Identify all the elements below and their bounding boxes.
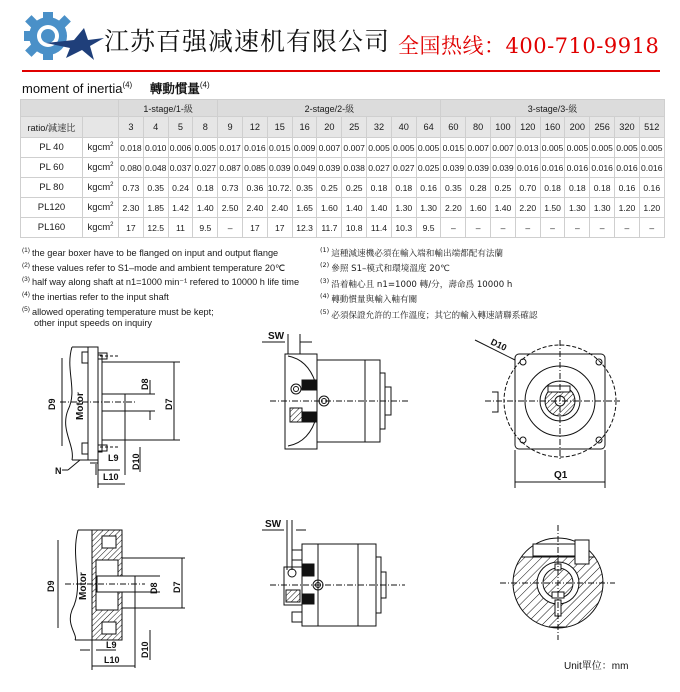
value-cell: 0.025 <box>416 158 441 178</box>
value-cell: 10.8 <box>342 218 367 238</box>
value-cell: 0.18 <box>565 178 590 198</box>
value-cell: 0.015 <box>441 138 466 158</box>
gear-star-logo-icon <box>22 10 104 62</box>
value-cell: – <box>565 218 590 238</box>
value-cell: 0.016 <box>515 158 540 178</box>
value-cell: 0.35 <box>143 178 168 198</box>
unit-cell <box>83 138 119 158</box>
unit-label: Unit單位：mm <box>564 661 629 672</box>
value-cell: 0.007 <box>317 138 342 158</box>
header-blank-cell <box>83 117 119 138</box>
value-cell: 0.005 <box>391 138 416 158</box>
value-cell: 0.009 <box>292 138 317 158</box>
unit-cell <box>83 218 119 238</box>
footnote-ref: (4) <box>199 80 210 90</box>
model-cell: PL 60 <box>21 158 83 178</box>
value-cell: 2.50 <box>218 198 243 218</box>
flange-side-view-drawing <box>20 320 230 490</box>
ratio-header-cell: 200 <box>565 117 590 138</box>
value-cell: 2.20 <box>441 198 466 218</box>
value-cell: 0.18 <box>367 178 392 198</box>
value-cell: 0.005 <box>416 138 441 158</box>
table-row <box>21 138 665 158</box>
value-cell: 0.35 <box>292 178 317 198</box>
value-cell: 0.18 <box>540 178 565 198</box>
section-title-en: moment of inertia <box>22 81 123 96</box>
value-cell: 0.080 <box>119 158 144 178</box>
unit-text: kgcm <box>87 182 111 194</box>
ratio-header-cell: 40 <box>391 117 416 138</box>
ratio-header-cell: 4 <box>143 117 168 138</box>
value-cell: 11.7 <box>317 218 342 238</box>
value-cell: 1.85 <box>143 198 168 218</box>
unit-cell <box>83 178 119 198</box>
footnote-item <box>320 291 650 306</box>
label-d10: D10 <box>489 336 509 353</box>
value-cell: 0.70 <box>515 178 540 198</box>
value-cell: 1.60 <box>466 198 491 218</box>
header-blank-cell <box>21 100 119 117</box>
ratio-header-cell: 3 <box>119 117 144 138</box>
footnote-text: 沿着軸心且 n1=1000 轉/分，壽命爲 10000 h <box>331 279 513 290</box>
value-cell: 17 <box>267 218 292 238</box>
footnote-number: (4) <box>22 290 30 298</box>
company-name: 江苏百强减速机有限公司 <box>104 27 391 56</box>
stage-header-cell: 3-stage/3-級 <box>441 100 664 117</box>
footnote-text: 參照 S1–模式和環境溫度 20℃ <box>331 264 450 275</box>
value-cell: 2.40 <box>267 198 292 218</box>
footnote-number: (4) <box>320 292 330 301</box>
model-cell: PL120 <box>21 198 83 218</box>
ratio-header-cell: 12 <box>242 117 267 138</box>
footnote-number: (3) <box>22 276 30 284</box>
ratio-header-cell: 60 <box>441 117 466 138</box>
table-row <box>21 158 665 178</box>
value-cell: 0.027 <box>391 158 416 178</box>
label-sw: SW <box>265 519 282 530</box>
footnote-text: 轉動慣量與輸入軸有關 <box>331 295 418 306</box>
value-cell: 0.049 <box>292 158 317 178</box>
value-cell: 0.027 <box>193 158 218 178</box>
ratio-header-cell: 256 <box>590 117 615 138</box>
stage-header-cell: 2-stage/2-級 <box>218 100 441 117</box>
value-cell: 0.36 <box>242 178 267 198</box>
value-cell: 0.18 <box>590 178 615 198</box>
value-cell: 0.35 <box>441 178 466 198</box>
value-cell: 0.016 <box>615 158 640 178</box>
value-cell: – <box>515 218 540 238</box>
label-d10: D10 <box>140 641 150 658</box>
value-cell: 0.25 <box>491 178 516 198</box>
value-cell: 0.16 <box>416 178 441 198</box>
label-d7: D7 <box>164 398 174 410</box>
ratio-header-cell: 160 <box>540 117 565 138</box>
value-cell: 0.013 <box>515 138 540 158</box>
ratio-header-cell: 120 <box>515 117 540 138</box>
table-row <box>21 178 665 198</box>
unit-superscript: 2 <box>110 181 114 188</box>
value-cell: 0.010 <box>143 138 168 158</box>
value-cell: 1.30 <box>565 198 590 218</box>
value-cell: 0.027 <box>367 158 392 178</box>
value-cell: 9.5 <box>416 218 441 238</box>
value-cell: 1.20 <box>639 198 664 218</box>
value-cell: 0.016 <box>590 158 615 178</box>
value-cell: 0.087 <box>218 158 243 178</box>
value-cell: 1.40 <box>342 198 367 218</box>
footnote-text: the inertias refer to the input shaft <box>31 292 169 303</box>
unit-text: kgcm <box>87 222 111 234</box>
footnotes-chinese <box>320 245 650 322</box>
ratio-header-cell: 15 <box>267 117 292 138</box>
ratio-header-row <box>21 117 665 138</box>
shaft-cross-section-drawing <box>480 500 680 650</box>
value-cell: 0.039 <box>491 158 516 178</box>
footnote-number: (5) <box>320 307 330 316</box>
inertia-table <box>20 99 665 238</box>
value-cell: 9.5 <box>193 218 218 238</box>
value-cell: 1.42 <box>168 198 193 218</box>
footnote-number: (2) <box>320 261 330 270</box>
label-l10: L10 <box>103 472 119 482</box>
value-cell: 0.016 <box>565 158 590 178</box>
value-cell: 0.005 <box>540 138 565 158</box>
value-cell: 1.40 <box>193 198 218 218</box>
value-cell: 0.25 <box>317 178 342 198</box>
footnote-text: these values refer to S1–mode and ambient temperature 20℃ <box>31 262 286 273</box>
value-cell: 0.039 <box>466 158 491 178</box>
value-cell: 1.60 <box>317 198 342 218</box>
footnotes-english <box>22 245 312 330</box>
value-cell: 11 <box>168 218 193 238</box>
value-cell: 0.73 <box>218 178 243 198</box>
ratio-header-cell: 16 <box>292 117 317 138</box>
label-l9: L9 <box>106 640 117 650</box>
value-cell: 0.018 <box>119 138 144 158</box>
value-cell: – <box>540 218 565 238</box>
value-cell: 0.038 <box>342 158 367 178</box>
footnote-ref: (4) <box>122 80 133 90</box>
value-cell: – <box>615 218 640 238</box>
value-cell: 0.037 <box>168 158 193 178</box>
label-motor: Motor <box>78 572 89 600</box>
ratio-header-cell: 100 <box>491 117 516 138</box>
label-d8: D8 <box>149 582 159 594</box>
gearbox-clamp-section-drawing <box>240 500 450 650</box>
ratio-header-cell: 512 <box>639 117 664 138</box>
value-cell: 1.40 <box>491 198 516 218</box>
value-cell: 11.4 <box>367 218 392 238</box>
value-cell: 0.085 <box>242 158 267 178</box>
value-cell: 0.005 <box>367 138 392 158</box>
value-cell: 0.16 <box>639 178 664 198</box>
label-d8: D8 <box>140 378 150 390</box>
label-d7: D7 <box>172 581 182 593</box>
footnote-item <box>320 260 650 275</box>
header-divider <box>22 70 660 72</box>
front-view-square-drawing <box>460 320 670 495</box>
value-cell: 0.25 <box>342 178 367 198</box>
value-cell: 0.016 <box>242 138 267 158</box>
label-motor: Motor <box>75 392 86 420</box>
footnote-number: (1) <box>320 246 330 254</box>
value-cell: – <box>491 218 516 238</box>
footnote-text: 這種減速機必須在輸入端和輸出端都配有法蘭 <box>331 248 504 259</box>
footnote-item <box>22 304 312 319</box>
label-q1: Q1 <box>554 470 568 481</box>
value-cell: 17 <box>119 218 144 238</box>
ratio-header-cell: 20 <box>317 117 342 138</box>
value-cell: – <box>590 218 615 238</box>
value-cell: 0.18 <box>391 178 416 198</box>
footnote-item <box>22 274 312 289</box>
value-cell: 1.65 <box>292 198 317 218</box>
stage-header-cell: 1-stage/1-級 <box>119 100 218 117</box>
footnote-number: (1) <box>22 247 30 254</box>
value-cell: 0.005 <box>565 138 590 158</box>
unit-cell <box>83 198 119 218</box>
value-cell: – <box>218 218 243 238</box>
value-cell: 2.30 <box>119 198 144 218</box>
unit-text: kgcm <box>87 142 111 154</box>
ratio-header-cell: 320 <box>615 117 640 138</box>
value-cell: 12.5 <box>143 218 168 238</box>
value-cell: 0.28 <box>466 178 491 198</box>
model-cell: PL 40 <box>21 138 83 158</box>
value-cell: – <box>441 218 466 238</box>
footnote-item <box>320 276 650 291</box>
ratio-header-cell: 32 <box>367 117 392 138</box>
footnote-item <box>22 260 312 275</box>
label-d9: D9 <box>46 580 56 592</box>
unit-text: kgcm <box>87 162 111 174</box>
value-cell: 0.73 <box>119 178 144 198</box>
ratio-label-cell: ratio/減速比 <box>21 117 83 138</box>
value-cell: 1.30 <box>416 198 441 218</box>
section-title <box>22 79 210 97</box>
value-cell: 0.016 <box>639 158 664 178</box>
ratio-header-cell: 8 <box>193 117 218 138</box>
footnote-text: 必須保證允許的工作溫度；其它的輸入轉速請聯系確認 <box>331 310 538 321</box>
value-cell: 0.017 <box>218 138 243 158</box>
value-cell: 0.016 <box>540 158 565 178</box>
value-cell: 0.048 <box>143 158 168 178</box>
value-cell: 0.005 <box>590 138 615 158</box>
footnote-text: half way along shaft at n1=1000 min⁻¹ refered to 10000 h life time <box>31 277 300 288</box>
footnote-item <box>320 245 650 260</box>
label-l9: L9 <box>108 453 119 463</box>
footnote-text: allowed operating temperature must be kept; <box>31 306 214 317</box>
footnote-number: (5) <box>22 305 30 313</box>
value-cell: 1.40 <box>367 198 392 218</box>
unit-superscript: 2 <box>110 141 114 148</box>
footnote-number: (3) <box>320 276 330 285</box>
ratio-header-cell: 64 <box>416 117 441 138</box>
value-cell: 0.18 <box>193 178 218 198</box>
ratio-header-cell: 5 <box>168 117 193 138</box>
value-cell: 0.007 <box>342 138 367 158</box>
value-cell: 1.50 <box>540 198 565 218</box>
stage-header-row <box>21 100 665 117</box>
value-cell: 1.30 <box>391 198 416 218</box>
unit-superscript: 2 <box>110 161 114 168</box>
gearbox-section-view-drawing <box>240 320 450 470</box>
footnote-continuation: other input speeds on inquiry <box>34 318 152 329</box>
value-cell: 1.30 <box>590 198 615 218</box>
value-cell: 0.005 <box>615 138 640 158</box>
value-cell: 2.40 <box>242 198 267 218</box>
hotline-number: 全国热线：400-710-9918 <box>398 34 660 58</box>
unit-cell <box>83 158 119 178</box>
model-cell: PL 80 <box>21 178 83 198</box>
value-cell: 0.015 <box>267 138 292 158</box>
value-cell: 10.72. <box>267 178 292 198</box>
value-cell: – <box>466 218 491 238</box>
unit-superscript: 2 <box>110 221 114 228</box>
value-cell: 2.20 <box>515 198 540 218</box>
label-sw: SW <box>268 331 285 342</box>
value-cell: 1.20 <box>615 198 640 218</box>
value-cell: 0.007 <box>466 138 491 158</box>
unit-superscript: 2 <box>110 201 114 208</box>
label-n: N <box>55 466 62 476</box>
value-cell: 0.005 <box>193 138 218 158</box>
unit-text: kgcm <box>87 202 111 214</box>
label-d10: D10 <box>131 453 141 470</box>
ratio-header-cell: 9 <box>218 117 243 138</box>
value-cell: 0.16 <box>615 178 640 198</box>
value-cell: 0.006 <box>168 138 193 158</box>
model-cell: PL160 <box>21 218 83 238</box>
value-cell: 10.3 <box>391 218 416 238</box>
section-title-cn: 轉動慣量 <box>149 81 200 96</box>
value-cell: 0.039 <box>441 158 466 178</box>
hatched-flange-side-view-drawing <box>20 500 230 680</box>
label-l10: L10 <box>104 655 120 665</box>
label-d9: D9 <box>47 398 57 410</box>
footnote-text: the gear boxer have to be flanged on input and output flange <box>31 248 279 259</box>
value-cell: 12.3 <box>292 218 317 238</box>
value-cell: 0.039 <box>317 158 342 178</box>
value-cell: 0.24 <box>168 178 193 198</box>
ratio-header-cell: 80 <box>466 117 491 138</box>
footnote-item <box>22 289 312 304</box>
footnote-number: (2) <box>22 261 30 269</box>
table-row <box>21 198 665 218</box>
value-cell: 17 <box>242 218 267 238</box>
ratio-header-cell: 25 <box>342 117 367 138</box>
table-row <box>21 218 665 238</box>
value-cell: 0.005 <box>639 138 664 158</box>
footnote-item <box>22 245 312 260</box>
value-cell: – <box>639 218 664 238</box>
value-cell: 0.007 <box>491 138 516 158</box>
value-cell: 0.039 <box>267 158 292 178</box>
company-logo <box>22 10 104 62</box>
